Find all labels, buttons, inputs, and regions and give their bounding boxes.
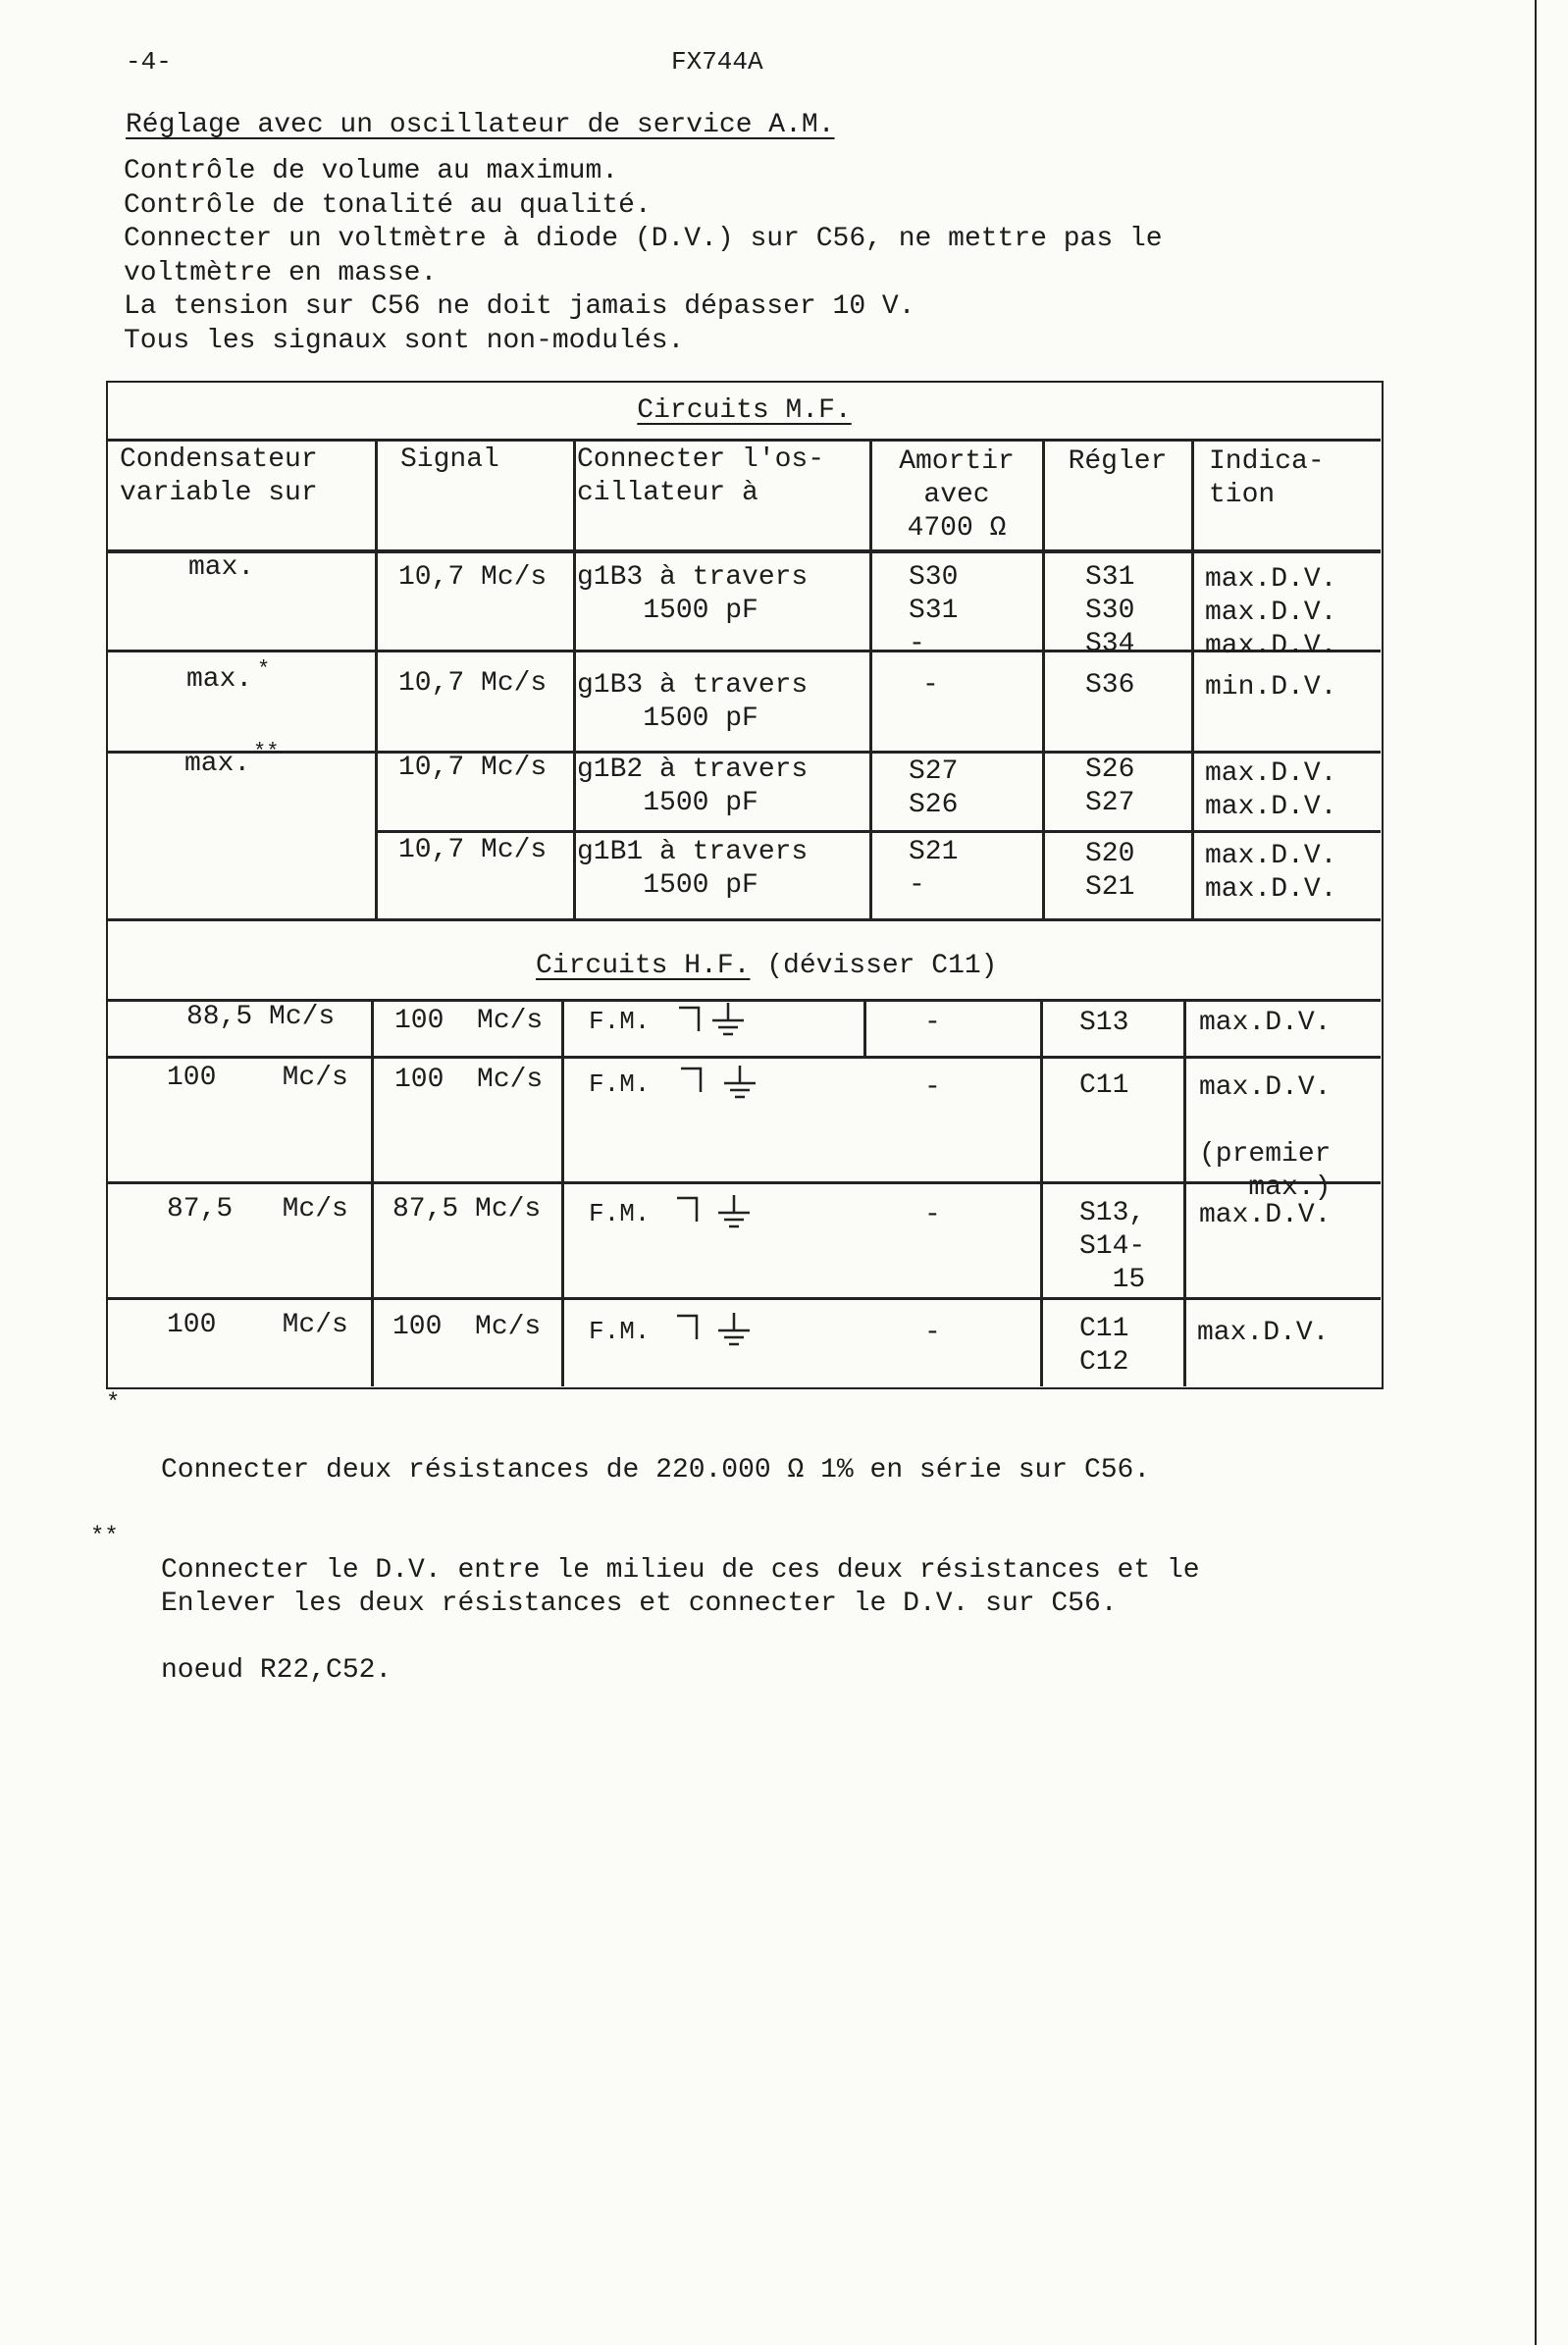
hf-section-heading: [536, 950, 998, 983]
hf-row4-regler: C11 C12: [1079, 1314, 1129, 1378]
mf-row4-signal: 10,7 Mc/s: [398, 835, 548, 865]
scan-edge: [1535, 0, 1537, 2345]
bracket-symbol: [675, 1313, 701, 1342]
footnote-line: Enlever les deux résistances et connecter le D.V. sur C56.: [161, 1589, 1118, 1619]
hf-row1-regler: S13: [1079, 1008, 1129, 1038]
mf-row3-cond: max.: [184, 749, 251, 779]
mf-row1-cond: max.: [188, 552, 255, 583]
hf-row3-indication: max.D.V.: [1199, 1200, 1332, 1230]
intro-line: La tension sur C56 ne doit jamais dépasser 10 V.: [124, 291, 915, 322]
ground-icon: [708, 1001, 748, 1040]
mf-row3-regler: S26 S27: [1085, 755, 1135, 818]
hf-row2-amortir: -: [924, 1072, 941, 1103]
hf-section-note: (dévisser C11): [766, 951, 998, 981]
mf-row4-amortir: S21 -: [909, 837, 959, 901]
header-signal: Signal: [400, 444, 499, 475]
footnote-2: [161, 1521, 1118, 1654]
mf-section-title: Circuits M.F.: [637, 395, 852, 426]
footnote-marker: *: [106, 1390, 121, 1417]
mf-row3-amortir: S27 S26: [909, 756, 959, 820]
mf-row4-connect: g1B1 à travers 1500 pF: [577, 837, 809, 901]
hf-row3-signal: 87,5 Mc/s: [392, 1194, 542, 1225]
mf-row2-indication: min.D.V.: [1205, 672, 1337, 703]
page-number: -4-: [126, 47, 172, 77]
intro-line: voltmètre en masse.: [124, 257, 438, 288]
hf-row1-connect: F.M.: [589, 1007, 651, 1036]
hf-row2-regler: C11: [1079, 1070, 1129, 1101]
footnote-line: Connecter deux résistances de 220.000 Ω 1% en série sur C56.: [161, 1455, 1151, 1485]
hf-row2-signal: 100 Mc/s: [394, 1065, 544, 1095]
mf-row1-signal: 10,7 Mc/s: [398, 562, 548, 593]
bracket-symbol: [675, 1195, 701, 1225]
mf-row1-regler: S31 S30 S34: [1085, 562, 1135, 659]
footnote-line: noeud R22,C52.: [161, 1655, 392, 1686]
hf-row1-signal: 100 Mc/s: [394, 1006, 544, 1036]
hf-row2-cond: 100 Mc/s: [167, 1063, 348, 1093]
model-number: FX744A: [671, 47, 763, 77]
mf-row2-regler: S36: [1085, 670, 1135, 701]
intro-line: Connecter un voltmètre à diode (D.V.) sur C56, ne mettre pas le: [124, 224, 1163, 254]
alignment-table: [106, 381, 1384, 1389]
ground-icon: [714, 1311, 754, 1350]
ground-icon: [714, 1193, 754, 1232]
mf-row3-footnote-mark: **: [253, 740, 280, 764]
hf-row3-connect: F.M.: [589, 1199, 651, 1228]
intro-line: Contrôle de tonalité au qualité.: [124, 189, 652, 221]
mf-row1-connect: g1B3 à travers 1500 pF: [577, 562, 809, 626]
footnote-marker: **: [90, 1524, 119, 1550]
hf-row4-connect: F.M.: [589, 1317, 651, 1346]
mf-row3-connect: g1B2 à travers 1500 pF: [577, 755, 809, 818]
intro-line: Tous les signaux sont non-modulés.: [124, 325, 685, 356]
intro-line: Contrôle de volume au maximum.: [124, 156, 619, 186]
hf-row3-regler: S13, S14- 15: [1079, 1198, 1146, 1295]
mf-row3-signal: 10,7 Mc/s: [398, 753, 548, 783]
mf-row3-indication: max.D.V. max.D.V.: [1205, 758, 1337, 822]
hf-row1-cond: 88,5 Mc/s: [186, 1002, 336, 1032]
intro-paragraph: [124, 155, 1163, 358]
header-indication: Indica- tion: [1209, 446, 1325, 510]
hf-row2-connect: F.M.: [589, 1069, 651, 1099]
hf-section-title: Circuits H.F.: [536, 951, 751, 981]
header-regler: Régler: [1068, 446, 1168, 477]
section-title: Réglage avec un oscillateur de service A.M.: [126, 110, 835, 140]
bracket-symbol: [679, 1066, 705, 1095]
hf-row4-amortir: -: [924, 1318, 941, 1348]
ground-icon: [720, 1064, 759, 1103]
mf-row2-amortir: -: [922, 670, 939, 701]
header-amortir: Amortir avec 4700 Ω: [899, 446, 1015, 544]
hf-row1-amortir: -: [924, 1008, 941, 1038]
hf-row4-indication: max.D.V.: [1197, 1318, 1330, 1348]
hf-row4-signal: 100 Mc/s: [392, 1312, 542, 1342]
hf-row4-cond: 100 Mc/s: [167, 1310, 348, 1340]
hf-row3-amortir: -: [924, 1200, 941, 1230]
mf-row2-connect: g1B3 à travers 1500 pF: [577, 670, 809, 734]
hf-row3-cond: 87,5 Mc/s: [167, 1194, 348, 1225]
mf-row2-cond: max.: [186, 664, 253, 695]
hf-row1-indication: max.D.V.: [1199, 1008, 1332, 1038]
mf-row4-regler: S20 S21: [1085, 839, 1135, 903]
mf-row2-signal: 10,7 Mc/s: [398, 668, 548, 699]
bracket-symbol: [677, 1005, 703, 1034]
mf-row1-amortir: S30 S31 -: [909, 562, 959, 659]
mf-row2-footnote-mark: *: [257, 657, 271, 682]
hf-row2-indication: max.D.V. (premier max.): [1199, 1072, 1332, 1203]
header-connecter: Connecter l'os- cillateur à: [577, 444, 825, 508]
mf-row1-indication: max.D.V. max.D.V. max.D.V.: [1205, 564, 1337, 661]
mf-row4-indication: max.D.V. max.D.V.: [1205, 841, 1337, 905]
footnote-line: Connecter le D.V. entre le milieu de ces deux résistances et le: [161, 1555, 1200, 1586]
header-condensateur: Condensateur variable sur: [120, 444, 318, 508]
